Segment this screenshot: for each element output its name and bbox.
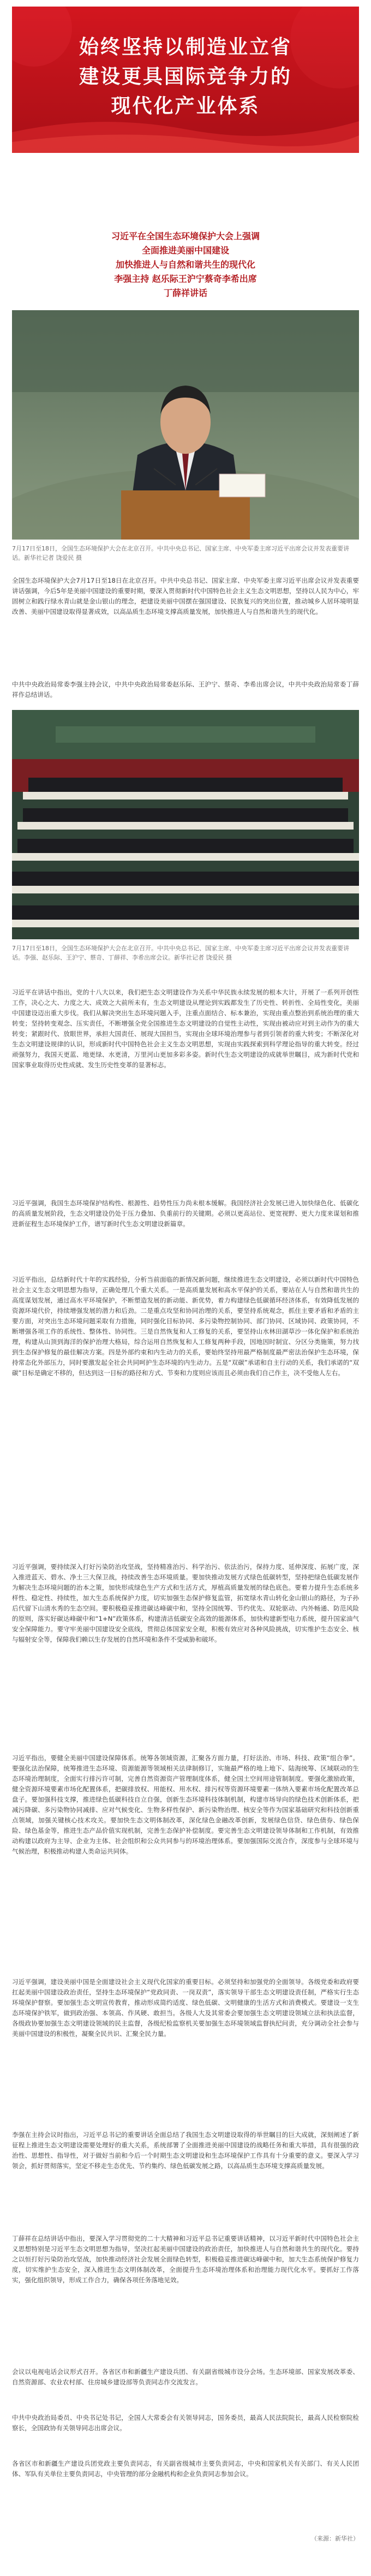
paragraph-10: 丁薛祥在总结讲话中指出，要深入学习贯彻党的二十大精神和习近平总书记重要讲话精神，以习近平新时代中国特色社会主义思想特别是习近平生态文明思想为指导，坚决扛起美丽中国建设的政治责任，加快推进人与自然和谐共生的现代化。要持之以恒打好污染防治攻坚战，加快推动经济社会发展全面绿色转型，积极稳妥推进碳达峰碳中和，加大生态系统保护修复力度，切实维护生态安全，深入推进生态文明体制改革，全面提升生态环境治理体系和治理能力现代化水平。要抓好工作落实，强化组织领导，形成工作合力，确保各项任务落地见效。 — [12, 2235, 359, 2284]
paragraph-7: 习近平指出，要健全美丽中国建设保障体系。统筹各领域资源，汇聚各方面力量，打好法治、市场、科技、政策“组合拳”。要强化法治保障，统筹推进生态环境、资源能源等领域相关法律制修订，实施最严格的地上地下、陆海统筹、区域联动的生态环境治理制度，全面实行排污许可制，完善自然资源资产管理制度体系，健全国土空间用途管制制度。要强化激励政策，健全资源环境要素市场化配置体系，把碳排放权、用能权、用水权、排污权等资源环境要素一体纳入要素市场化配置改革总盘子。要加强科技支撑，推进绿色低碳科技自立自强，创新生态环境科技体制机制，构建市场导向的绿色技术创新体系，把减污降碳、多污染物协同减排、应对气候变化、生物多样性保护、新污染物治理、核安全等作为国家基础研究和科技创新重点领域，加强关键核心技术攻关。要加快生态文明体制改革，深化绿色金融改革创新，发展绿色信贷、绿色债券、绿色保险、绿色基金等，推进生态产品价值实现机制，完善生态保护补偿制度。要完善生态文明建设领导体制和工作机制，有效推动构建以政府为主导、企业为主体、社会组织和公众共同参与的环境治理体系。要加强国际交流合作，深度参与全球环境与气候治理，积极推动构建人类命运共同体。 — [12, 1754, 359, 1855]
banner-title-line-1: 始终坚持以制造业立省 — [79, 35, 292, 58]
subtitle-line-5: 丁薛祥讲话 — [163, 288, 207, 298]
paragraph-9: 李强在主持会议时指出，习近平总书记的重要讲话全面总结了我国生态文明建设取得的举世瞩目的巨大成就，深刻阐述了新征程上推进生态文明建设需要处理好的重大关系，系统部署了全面推进美丽中国建设的战略任务和重大举措，具有很强的政治性、思想性、指导性，对于做好当前和今后一个时期生态文明建设和生态环境保护工作具有十分重要的意义。要深入学习领会，抓好贯彻落实，坚定不移走生态优先、节约集约、绿色低碳发展之路，以高品质生态环境支撑高质量发展。 — [12, 2131, 359, 2170]
banner-title-line-2: 建设更具国际竞争力的 — [79, 65, 292, 88]
header-banner — [12, 7, 359, 153]
photo-conference-hall — [12, 710, 359, 939]
paragraph-4: 习近平强调，我国生态环境保护结构性、根源性、趋势性压力尚未根本缓解。我国经济社会发展已进入加快绿色化、低碳化的高质量发展阶段，生态文明建设仍处于压力叠加、负重前行的关键期。必须以更高站位、更宽视野、更大力度来谋划和推进新征程生态环境保护工作，谱写新时代生态文明建设新篇章。 — [12, 1199, 359, 1228]
photo-1-caption: 7月17日至18日，全国生态环境保护大会在北京召开。中共中央总书记、国家主席、中央军委主席习近平出席会议并发表重要讲话。新华社记者 饶爱民 摄 — [12, 545, 349, 561]
paragraph-12: 中共中央政治局委员、中央书记处书记，全国人大常委会有关领导同志，国务委员，最高人民法院院长，最高人民检察院检察长，全国政协有关领导同志出席会议。 — [12, 2414, 359, 2432]
paragraph-3: 习近平在讲话中指出，党的十八大以来，我们把生态文明建设作为关系中华民族永续发展的根本大计，开展了一系列开创性工作，决心之大、力度之大、成效之大前所未有，生态文明建设从理论到实践都发生了历史性、转折性、全局性变化，美丽中国建设迈出重大步伐。我们从解决突出生态环境问题入手，注重点面结合、标本兼治，实现由重点整治到系统治理的重大转变；坚持转变观念、压实责任，不断增强全党全国推进生态文明建设的自觉性主动性，实现由被动应对到主动作为的重大转变；紧跟时代、放眼世界，承担大国责任、展现大国担当，实现由全球环境治理参与者到引领者的重大转变；不断深化对生态文明建设规律的认识，形成新时代中国特色社会主义生态文明思想，实现由实践探索到科学理论指导的重大转变。经过顽强努力，我国天更蓝、地更绿、水更清，万里河山更加多彩多姿。新时代生态文明建设的成就举世瞩目，成为新时代党和国家事业取得历史性成就、发生历史性变革的显著标志。 — [12, 988, 359, 1069]
paragraph-1: 全国生态环境保护大会7月17日至18日在北京召开。中共中央总书记、国家主席、中央军委主席习近平出席会议并发表重要讲话强调，今后5年是美丽中国建设的重要时期，要深入贯彻新时代中国特色社会主义生态文明思想，坚持以人民为中心，牢固树立和践行绿水青山就是金山银山的理念，把建设美丽中国摆在强国建设、民族复兴的突出位置，推动城乡人居环境明显改善、美丽中国建设取得显著成效，以高品质生态环境支撑高质量发展，加快推进人与自然和谐共生的现代化。 — [12, 577, 359, 615]
banner-title-line-3: 现代化产业体系 — [111, 94, 260, 117]
photo-speaker — [12, 310, 359, 540]
paragraph-2: 中共中央政治局常委李强主持会议，中共中央政治局常委赵乐际、王沪宁、蔡奇、李希出席会议，中共中央政治局常委丁薛祥作总结讲话。 — [12, 680, 359, 698]
photo-2-caption: 7月17日至18日，全国生态环境保护大会在北京召开。中共中央总书记、国家主席、中央军委主席习近平出席会议并发表重要讲话。李强、赵乐际、王沪宁、蔡奇、丁薛祥、李希出席会议。新华社记者 饶爱民 摄 — [12, 945, 349, 961]
conference-hall-illustration — [12, 710, 359, 939]
paragraph-5: 习近平指出，总结新时代十年的实践经验，分析当前面临的新情况新问题，继续推进生态文明建设，必须以新时代中国特色社会主义生态文明思想为指导，正确处理几个重大关系。一是高质量发展和高水平保护的关系，要站在人与自然和谐共生的高度谋划发展，通过高水平环境保护，不断塑造发展的新动能、新优势，着力构建绿色低碳循环经济体系，有效降低发展的资源环境代价，持续增强发展的潜力和后劲。二是重点攻坚和协同治理的关系，要坚持系统观念，抓住主要矛盾和矛盾的主要方面，对突出生态环境问题采取有力措施，同时强化目标协同、多污染物控制协同、部门协同、区域协同、政策协同，不断增强各项工作的系统性、整体性、协同性。三是自然恢复和人工修复的关系，要坚持山水林田湖草沙一体化保护和系统治理，构建从山顶到海洋的保护治理大格局，综合运用自然恢复和人工修复两种手段，因地因时制宜、分区分类施策，努力找到生态保护修复的最佳解决方案。四是外部约束和内生动力的关系，要始终坚持用最严格制度最严密法治保护生态环境，保持常态化外部压力，同时要激发起全社会共同呵护生态环境的内生动力。五是“双碳”承诺和自主行动的关系，我们承诺的“双碳”目标是确定不移的，但达到这一目标的路径和方式、节奏和力度则应该而且必须由我们自己作主，决不受他人左右。 — [12, 1276, 359, 1377]
paragraph-13: 各省区市和新疆生产建设兵团党政主要负责同志，有关副省级城市主要负责同志，中央和国家机关有关部门、有关人民团体、军队有关单位主要负责同志，中央管理的部分金融机构和企业负责同志参加会议。 — [12, 2460, 359, 2478]
subtitle-line-1: 习近平在全国生态环境保护大会上强调 — [111, 231, 260, 241]
paragraph-11: 会议以电视电话会议形式召开。各省区市和新疆生产建设兵团、有关副省级城市设分会场。生态环境部、国家发展改革委、自然资源部、农业农村部、住房城乡建设部等负责同志作交流发言。 — [12, 2368, 359, 2386]
paragraph-6: 习近平强调，要持续深入打好污染防治攻坚战，坚持精准治污、科学治污、依法治污，保持力度、延伸深度、拓展广度，深入推进蓝天、碧水、净土三大保卫战，持续改善生态环境质量。要加快推动发展方式绿色低碳转型，坚持把绿色低碳发展作为解决生态环境问题的治本之策，加快形成绿色生产方式和生活方式，厚植高质量发展的绿色底色。要着力提升生态系统多样性、稳定性、持续性，加大生态系统保护力度，切实加强生态保护修复监管，拓宽绿水青山转化金山银山的路径，为子孙后代留下山清水秀的生态空间。要积极稳妥推进碳达峰碳中和，坚持全国统筹、节约优先、双轮驱动、内外畅通、防范风险的原则，落实好碳达峰碳中和“1+N”政策体系，构建清洁低碳安全高效的能源体系，加快构建新型电力系统，提升国家油气安全保障能力。要守牢美丽中国建设安全底线，贯彻总体国家安全观，积极有效应对各种风险挑战，切实维护生态安全、核与辐射安全等，保障我们赖以生存发展的自然环境和条件不受威胁和破坏。 — [12, 1563, 359, 1643]
subtitle-line-3: 加快推进人与自然和谐共生的现代化 — [115, 259, 255, 270]
speaker-photo-illustration — [12, 310, 359, 540]
subtitle-line-2: 全面推进美丽中国建设 — [141, 245, 229, 256]
source-footer: （来源：新华社） — [311, 2535, 359, 2542]
paragraph-8: 习近平强调，建设美丽中国是全面建设社会主义现代化国家的重要目标。必须坚持和加强党的全面领导。各级党委和政府要扛起美丽中国建设政治责任，坚持生态环境保护“党政同责、一岗双责”，落实领导干部生态文明建设责任制，严格实行生态环境保护督察。要加强生态文明宣传教育，推动形成简约适度、绿色低碳、文明健康的生活方式和消费模式。要建设一支生态环境保护铁军，做到政治强、本领高、作风硬、敢担当。各级人大及其常委会要加强生态文明建设领域立法和执法监督，各级政协要加强生态文明建设领域的民主监督，各级纪检监察机关要加强生态环境领域监督执纪问责，充分调动全社会参与美丽中国建设的积极性，凝聚全民共识、汇聚全民力量。 — [12, 1978, 359, 2038]
subtitle-line-4: 李强主持 赵乐际王沪宁蔡奇李希出席 — [114, 274, 257, 284]
